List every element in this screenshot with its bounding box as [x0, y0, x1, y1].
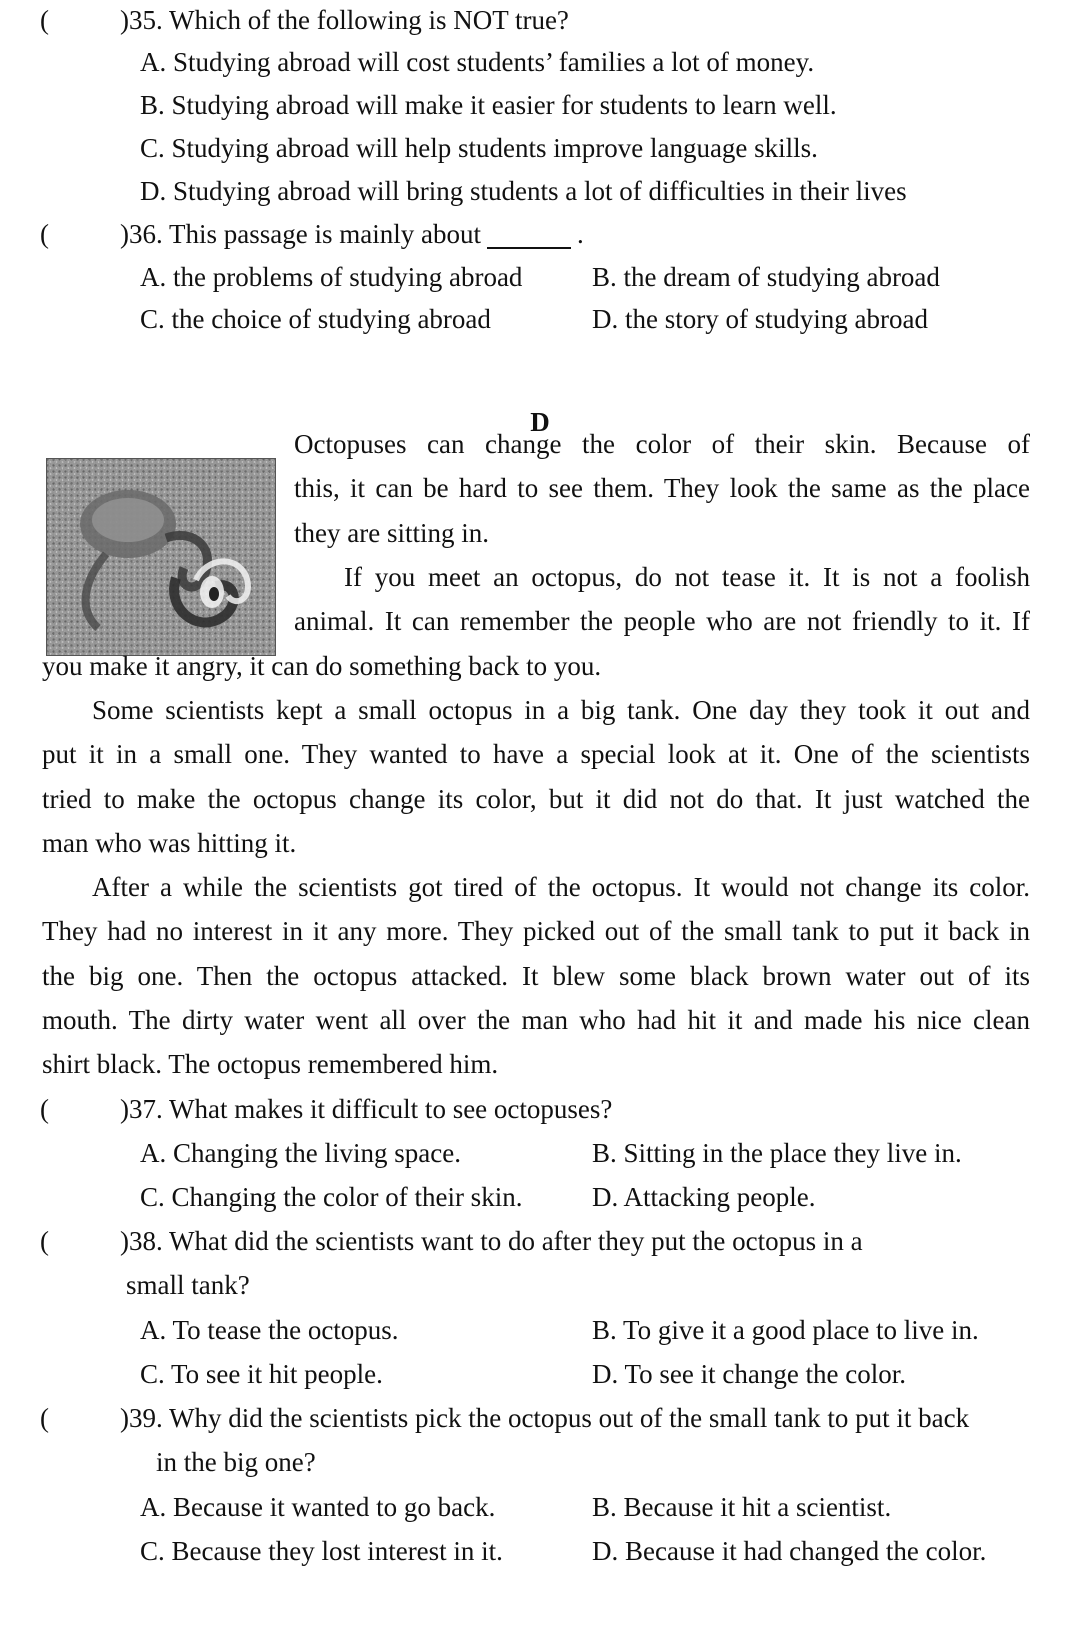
q37-option-b: B. Sitting in the place they live in. [592, 1138, 962, 1168]
q35-option-b: B. Studying abroad will make it easier for students to learn well. [140, 90, 837, 120]
passage-line: Some scientists kept a small octopus in a big tank. One day they took it out and [92, 695, 1030, 725]
q35-option-a: A. Studying abroad will cost students’ families a lot of money. [140, 47, 815, 77]
q38-option-c: C. To see it hit people. [140, 1359, 383, 1389]
question-36-period: . [576, 219, 584, 249]
q39-option-c: C. Because they lost interest in it. [140, 1536, 503, 1566]
q38-option-b: B. To give it a good place to live in. [592, 1315, 979, 1345]
q38-option-a: A. To tease the octopus. [140, 1315, 399, 1345]
q38-option-d: D. To see it change the color. [592, 1359, 907, 1389]
answer-paren: ( [40, 1226, 49, 1256]
answer-paren: ( [40, 5, 49, 35]
q39-option-a: A. Because it wanted to go back. [140, 1492, 496, 1522]
passage-heading: D [530, 407, 550, 437]
question-35-stem: )35. Which of the following is NOT true? [120, 5, 569, 35]
q39-option-d: D. Because it had changed the color. [592, 1536, 987, 1566]
question-39-stem-cont: in the big one? [156, 1447, 316, 1477]
q37-option-d: D. Attacking people. [592, 1182, 816, 1212]
question-36-stem [120, 214, 584, 254]
passage-line: Octopuses can change the color of their skin. Because of [294, 429, 1030, 459]
passage-line: they are sitting in. [294, 518, 489, 548]
q36-option-d: D. the story of studying abroad [592, 304, 928, 334]
q35-option-c: C. Studying abroad will help students improve language skills. [140, 133, 818, 163]
passage-line: mouth. The dirty water went all over the man who had hit it and made his nice clean [42, 1005, 1030, 1035]
answer-paren: ( [40, 1094, 49, 1124]
question-38-stem-cont: small tank? [126, 1270, 250, 1300]
question-39-stem: )39. Why did the scientists pick the octopus out of the small tank to put it back [120, 1403, 970, 1433]
passage-line: shirt black. The octopus remembered him. [42, 1049, 499, 1079]
q36-option-c: C. the choice of studying abroad [140, 304, 491, 334]
q35-option-d: D. Studying abroad will bring students a lot of difficulties in their lives [140, 176, 907, 206]
question-36-text: )36. This passage is mainly about [120, 219, 481, 249]
q36-option-a: A. the problems of studying abroad [140, 262, 523, 292]
passage-line: animal. It can remember the people who are not friendly to it. If [294, 606, 1030, 636]
q39-option-b: B. Because it hit a scientist. [592, 1492, 892, 1522]
q37-option-c: C. Changing the color of their skin. [140, 1182, 523, 1212]
question-37-stem: )37. What makes it difficult to see octopuses? [120, 1094, 613, 1124]
passage-line: tried to make the octopus change its color, but it did not do that. It just watched the [42, 784, 1030, 814]
passage-line: If you meet an octopus, do not tease it. It is not a foolish [344, 562, 1030, 592]
question-38-stem: )38. What did the scientists want to do after they put the octopus in a [120, 1226, 863, 1256]
passage-line: They had no interest in it any more. They picked out of the small tank to put it back in [42, 916, 1030, 946]
passage-line: After a while the scientists got tired of the octopus. It would not change its color. [92, 872, 1030, 902]
passage-line: you make it angry, it can do something back to you. [42, 651, 602, 681]
answer-blank [487, 219, 571, 249]
octopus-photo [46, 458, 276, 656]
passage-line: put it in a small one. They wanted to have a special look at it. One of the scientists [42, 739, 1030, 769]
passage-line: the big one. Then the octopus attacked. It blew some black brown water out of its [42, 961, 1030, 991]
q37-option-a: A. Changing the living space. [140, 1138, 461, 1168]
passage-line: this, it can be hard to see them. They look the same as the place [294, 473, 1030, 503]
answer-paren: ( [40, 219, 49, 249]
q36-option-b: B. the dream of studying abroad [592, 262, 940, 292]
passage-line: man who was hitting it. [42, 828, 297, 858]
answer-paren: ( [40, 1403, 49, 1433]
